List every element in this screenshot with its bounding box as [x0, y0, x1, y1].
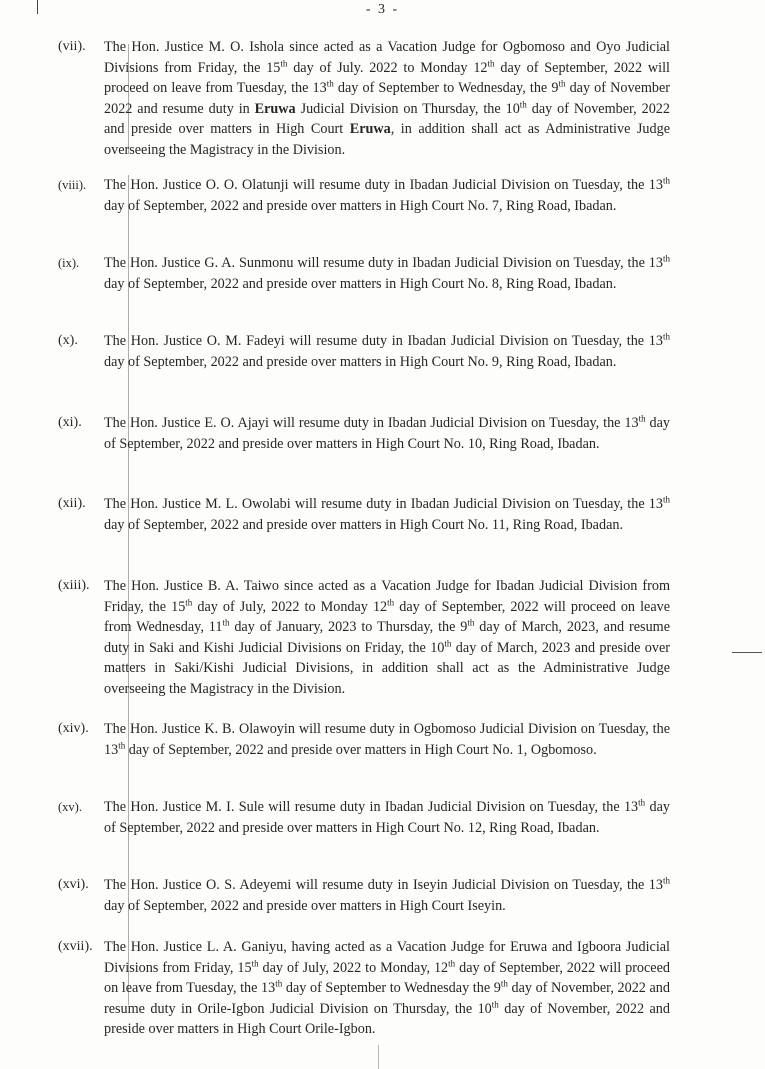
scan-artifact-line [378, 1045, 379, 1069]
item-text: The Hon. Justice O. O. Olatunji will resume duty in Ibadan Judicial Division on Tuesday, the 13th day of September, 2022 and preside over matters in High Court No. 7, Ring Road, Ibadan. [104, 175, 670, 214]
item-text: The Hon. Justice E. O. Ajayi will resume duty in Ibadan Judicial Division on Tuesday, the 13th day of September, 2022 and preside over matters in High Court No. 10, Ring Road, Ibadan. [104, 413, 670, 452]
item-text: The Hon. Justice O. M. Fadeyi will resume duty in Ibadan Judicial Division on Tuesday, the 13th day of September, 2022 and preside over matters in High Court No. 9, Ring Road, Ibadan. [104, 331, 670, 370]
item-number: (viii). [58, 178, 87, 192]
item-number: (xi). [58, 415, 82, 430]
item-number: (xii). [58, 496, 86, 511]
item-text: The Hon. Justice B. A. Taiwo since acted as a Vacation Judge for Ibadan Judicial Division from Friday, the 15th day of July, 2022 to Monday 12th day of September, 2022 will proceed on leave from Wednesday, 11th day of January, 2023 to Thursday, the 9th day of March, 2023, and resume duty in Saki and Kishi Judicial Divisions on Friday, the 10th day of March, 2023 and preside over matters in Saki/Kishi Judicial Divisions, in addition shall act as the Administrative Judge overseeing the Magistracy in the Division. [104, 578, 671, 697]
item-number: (xiv). [58, 721, 89, 736]
item-text: The Hon. Justice M. I. Sule will resume duty in Ibadan Judicial Division on Tuesday, the 13th day of September, 2022 and preside over matters in High Court No. 12, Ring Road, Ibadan. [104, 797, 670, 836]
item-number: (ix). [58, 256, 80, 270]
page-number: - 3 - [365, 2, 400, 17]
item-number: (x). [58, 333, 78, 348]
item-number: (xvi). [58, 877, 89, 892]
item-text: The Hon. Justice L. A. Ganiyu, having acted as a Vacation Judge for Eruwa and Igboora Judicial Divisions from Friday, 15th day of July, 2022 to Monday, 12th day of September, 2022 will proceed on leave from Tuesday, the 13th day of September to Wednesday the 9th day of November, 2022 and resume duty in Orile-Igbon Judicial Division on Thursday, the 10th day of November, 2022 and preside over matters in High Court Orile-Igbon. [104, 939, 670, 1037]
item-text: The Hon. Justice K. B. Olawoyin will resume duty in Ogbomoso Judicial Division on Tuesday, the 13th day of September, 2022 and preside over matters in High Court No. 1, Ogbomoso. [104, 721, 670, 758]
item-number: (xvii). [58, 939, 93, 954]
margin-dash-mark [732, 652, 762, 653]
item-text: The Hon. Justice M. L. Owolabi will resume duty in Ibadan Judicial Division on Tuesday, the 13th day of September, 2022 and preside over matters in High Court No. 11, Ring Road, Ibadan. [104, 494, 670, 533]
item-number: (xiii). [58, 578, 90, 593]
item-text: The Hon. Justice G. A. Sunmonu will resume duty in Ibadan Judicial Division on Tuesday, the 13th day of September, 2022 and preside over matters in High Court No. 8, Ring Road, Ibadan. [104, 253, 670, 292]
item-number: (xv). [58, 800, 82, 814]
item-text: The Hon. Justice M. O. Ishola since acted as a Vacation Judge for Ogbomoso and Oyo Judicial Divisions from Friday, the 15th day of July. 2022 to Monday 12th day of September, 2022 will proceed on leave from Tuesday, the 13th day of September to Wednesday, the 9th day of November 2022 and resume duty in Eruwa Judicial Division on Thursday, the 10th day of November, 2022 and preside over matters in High Court Eruwa, in addition shall act as Administrative Judge overseeing the Magistracy in the Division. [104, 39, 670, 158]
item-number: (vii). [58, 39, 86, 54]
item-text: The Hon. Justice O. S. Adeyemi will resume duty in Iseyin Judicial Division on Tuesday, the 13th day of September, 2022 and preside over matters in High Court Iseyin. [104, 875, 670, 914]
